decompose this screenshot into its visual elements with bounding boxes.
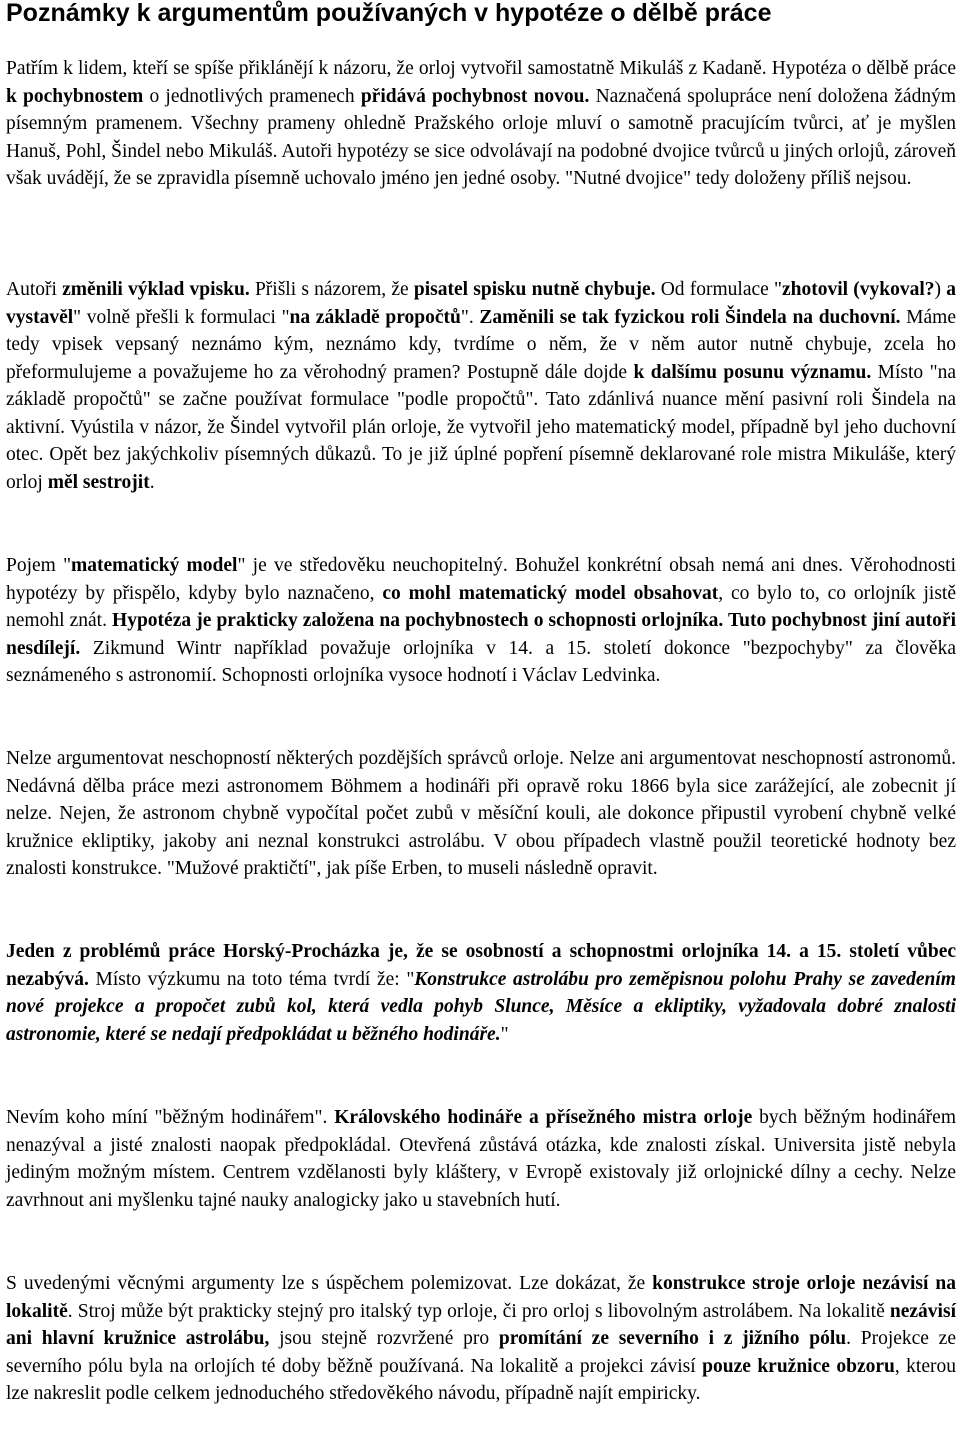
paragraph-hypothesis-intro: Patřím k lidem, kteří se spíše přiklánějí k názoru, že orloj vytvořil samostatně Mikuláš z Kadaně. Hypotéza o dělbě práce k pochybnostem o jednotlivých pramenech přidává pochybnost novou. Naznačená spolupráce není doložena žádným písemným pramenem. Všechny prameny ohledně Pražského orloje mluví o samotně pracujícím tvůrci, ať je myšlen Hanuš, Pohl, Šindel nebo Mikuláš. Autoři hypotézy se sice odvolávají na podobné dvojice tvůrců u jiných orlojů, zároveň však uvádějí, že se zpravidla písemně uchovalo jméno jen jedné osoby. "Nutné dvojice" tedy doloženy příliš nejsou.	[6, 58, 956, 189]
paragraph-mathematical-model: Pojem "matematický model" je ve středověku neuchopitelný. Bohužel konkrétní obsah nemá ani dnes. Věrohodnosti hypotézy by přispělo, kdyby bylo naznačeno, co mohl matematický model obsahovat, co bylo to, co orlojník jistě nemohl znát. Hypotéza je prakticky založena na pochybnostech o schopnosti orlojníka. Tuto pochybnost jiní autoři nesdílejí. Zikmund Wintr například považuje orlojníka v 14. a 15. století dokonce "bezpochyby" za člověka seznámeného s astronomií. Schopnosti orlojníka vysoce hodnotí i Václav Ledvinka.	[6, 555, 956, 686]
paragraph-factual-arguments: S uvedenými věcnými argumenty lze s úspěchem polemizovat. Lze dokázat, že konstrukce stroje orloje nezávisí na lokalitě. Stroj může být prakticky stejný pro italský typ orloje, či pro orloj s libovolným astrolábem. Na lokalitě nezávisí ani hlavní kružnice astrolábu, jsou stejně rozvržené pro promítání ze severního i z jižního pólu. Projekce ze severního pólu byla na orlojích té doby běžně používaná. Na lokalitě a projekci závisí pouze kružnice obzoru, kterou lze nakreslit podle celkem jednoduchého středověkého návodu, případně najít empiricky.	[6, 1273, 956, 1404]
paragraph-astronomers: Nelze argumentovat neschopností některých pozdějších správců orloje. Nelze ani argumentovat neschopností astronomů. Nedávná dělba práce mezi astronomem Böhmem a hodináři při opravě roku 1866 byla sice zarážející, ale zobecnit jí nelze. Nejen, že astronom chybně vypočítal počet zubů v měsíční kouli, ale dokonce připustil vyrobení chybně velké kružnice ekliptiky, jakoby ani neznal konstrukci astrolábu. V obou případech vlastně použil teoretické hodnoty bez znalosti konstrukce. "Mužové praktičtí", jak píše Erben, to museli následně opravit.	[6, 748, 956, 879]
paragraph-ordinary-clockmaker: Nevím koho míní "běžným hodinářem". Královského hodináře a přísežného mistra orloje bych běžným hodinářem nenazýval a jisté znalosti naopak předpokládal. Otevřená zůstává otázka, kde znalosti získal. Universita jistě nebyla jediným možným místem. Centrem vzdělanosti byly kláštery, v Evropě existovaly již orlojnické dílny a cechy. Nelze zavrhnout ani myšlenku tajné nauky analogicky jako u stavebních hutí.	[6, 1107, 956, 1211]
document-title: Poznámky k argumentům používaných v hypotéze o dělbě práce	[6, 0, 772, 27]
paragraph-interpretation-change: Autoři změnili výklad vpisku. Přišli s názorem, že pisatel spisku nutně chybuje. Od formulace "zhotovil (vykoval?) a vystavěl" volně přešli k formulaci "na základě propočtů". Zaměnili se tak fyzickou roli Šindela na duchovní. Máme tedy vpisek vepsaný neznámo kým, neznámo kdy, tvrdíme o něm, že v něm autor nutně chybuje, zcela ho přeformulujeme a považujeme ho za věrohodný pramen? Postupně dále dojde k dalšímu posunu významu. Místo "na základě propočtů" se začne používat formulace "podle propočtů". Tato zdánlivá nuance mění pasivní roli Šindela na aktivní. Vyústila v názor, že Šindel vytvořil plán orloje, že vytvořil jeho matematický model, případně byl jeho duchovní otec. Opět bez jakýchkoliv písemných důkazů. To je již úplné popření písemně deklarované role mistra Mikuláše, který orloj měl sestrojit.	[6, 279, 956, 493]
paragraph-horsky-prochazka: Jeden z problémů práce Horský-Procházka je, že se osobností a schopnostmi orlojníka 14. a 15. století vůbec nezabývá. Místo výzkumu na toto téma tvrdí že: "Konstrukce astrolábu pro zeměpisnou polohu Prahy se zavedením nové projekce a propočet zubů kol, která vedla pohyb Slunce, Měsíce a ekliptiky, vyžadovala dobré znalosti astronomie, které se nedají předpokládat u běžného hodináře."	[6, 941, 956, 1045]
